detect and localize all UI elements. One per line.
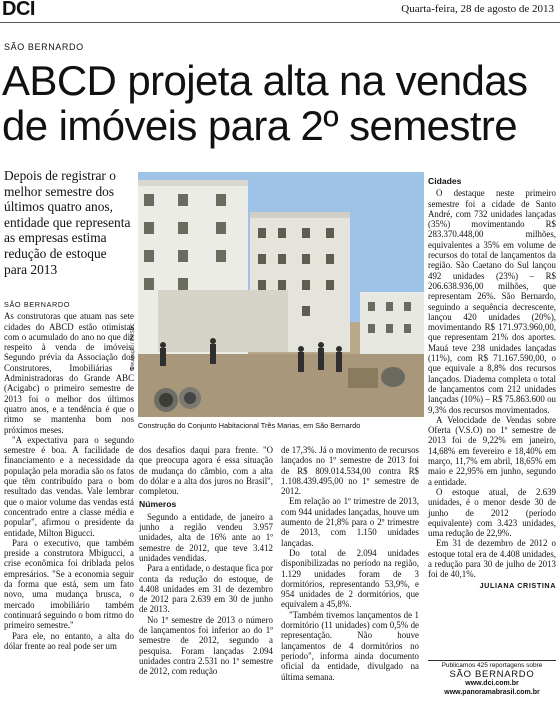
paragraph: de 17,3%. Já o movimento de recursos lançados no 1º semestre de 2013 foi de R$ 809.014.534,00 contra R$ 1.108.439.495,00 no 1º semestre de 2012. xyxy=(281,445,419,497)
dateline: SÃO BERNARDO xyxy=(4,300,70,309)
paragraph: As construtoras que atuam nas sete cidades do ABCD estão otimistas com o acumulado do ano no que diz respeito à venda de imóveis. Segundo prévia da Associação dos Construtores, Imobiliárias e Administradoras do Grande ABC (Acigabc) o primeiro semestre de 2013 foi o melhor dos últimos quatro anos, e a tendência é que o ritmo se mantenha bom nos próximos meses. xyxy=(4,311,134,435)
promo-link-dci[interactable]: www.dci.com.br xyxy=(465,680,519,687)
deck: Depois de registrar o melhor semestre dos últimos quatro anos, entidade que representa as empresas estima redução de estoque para 2013 xyxy=(4,168,131,277)
paragraph: Para ele, no entanto, a alta do dólar frente ao real pode ser um xyxy=(4,630,134,651)
photo-credit: Divulgação / PMSBC xyxy=(130,323,136,370)
paragraph: dos desafios daqui para frente. "O que preocupa agora é essa situação de mudança do câmbio, com a alta do dólar e a alta dos juros no Brasil", completou. xyxy=(139,445,273,497)
paragraph: "Também tivemos lançamentos de 1 dormitório (11 unidades) com 0,5% de representação. Não houve lançamentos de 4 dormitórios no período", informa ainda documento oficial da entidade, divulgado na última semana. xyxy=(281,609,419,682)
paragraph: A Velocidade de Vendas sobre Oferta (V.S.O) no 1º semestre de 2013 foi de 9,22% em janeiro, 14,68% em fevereiro e 18,40% em março, 11,7% em abril, 18,65% em maio e 22,95% em junho, segundo a entidade. xyxy=(428,414,556,487)
paragraph: O destaque neste primeiro semestre foi a cidade de Santo André, com 732 unidades lançadas (35%) movimentando R$ 283.370.448,00 milhões, equivalentes a 35% em volume de recursos do total de lançamentos da região. São Caetano do Sul lançou 492 unidades (23%) – R$ 206.638.936,00 milhões, que representam 26%. São Bernardo, seguindo a sequência decrescente, lançou 420 unidades (20%), movimentando R$ 171.973.960,00, que representam 21% dos aportes. Mauá teve 238 unidades lançadas (11%), com R$ 71.167.590,00, o que equivale a 8,8% dos recursos lançados. Diadema completa o total de lançamentos com 212 unidades lançadas (10%) – R$ 75.863.600 ou 9,3% dos recursos movimentados. xyxy=(428,188,556,415)
author-byline: JULIANA CRISTINA xyxy=(479,580,556,590)
paragraph: Segundo a entidade, de janeiro a junho a região vendeu 3.957 unidades, alta de 16% ante ao 1º semestre de 2012, que teve 3.412 unidades vendidas. xyxy=(139,511,273,563)
section-label: SÃO BERNARDO xyxy=(4,42,84,52)
paragraph: "A expectativa para o segundo semestre é boa. A facilidade de financiamento e a necessidade da população pela moradia são os fatos que têm contribuído para o bom resultado das vendas. Vale lembrar que o maior volume das vendas está concentrado entre a classe média e popular", afirmou o presidente da entidade, Milton Bigucci. xyxy=(4,434,134,538)
paragraph: Do total de 2.094 unidades disponibilizadas no período na região, 1.129 unidades foram de 3 dormitórios, representando 53,9%, e 954 unidades de 2 dormitórios, que equivalem a 45,8%. xyxy=(281,547,419,610)
brand-logo: DCI xyxy=(2,0,35,20)
article-column-4 xyxy=(428,173,556,591)
paragraph: Para o executivo, que também preside a construtora Mbigucci, a crise econômica foi driblada pelos empresários. "Se a economia seguir da forma que está, sem um fato novo, uma mudança brusca, o mercado imobiliário também continuará seguindo o bom ritmo do primeiro semestre." xyxy=(4,537,134,631)
construction-photo xyxy=(138,172,424,417)
issue-date: Quarta-feira, 28 de agosto de 2013 xyxy=(401,3,554,15)
promo-link-panorama[interactable]: www.panoramabrasil.com.br xyxy=(444,688,540,696)
article-column-2 xyxy=(139,445,273,677)
article-column-1 xyxy=(4,300,134,651)
photo-illustration xyxy=(138,172,424,417)
subheading: Cidades xyxy=(428,176,462,186)
promo-topic: SÃO BERNARDO xyxy=(449,669,535,680)
subheading: Números xyxy=(139,499,177,510)
paragraph: Para a entidade, o destaque fica por conta da redução do estoque, de 4.408 unidades em 31 de dezembro de 2012 para 2.639 em 30 de junho de 2013. xyxy=(139,563,273,615)
masthead xyxy=(0,0,560,22)
article-column-3 xyxy=(281,445,419,682)
paragraph: No 1º semestre de 2013 o número de lançamentos foi inferior ao do 1º semestre de 2012, segundo a pesquisa. Foram lançadas 2.094 unidades contra 2.531 no 1º semestre de 2012, com redução xyxy=(139,614,273,677)
paragraph: O estoque atual, de 2.639 unidades, é o menor desde 30 de junho de 2012 (período equivalente) com 3.423 unidades, uma redução de 22,9%. xyxy=(428,486,556,539)
masthead-divider xyxy=(0,22,560,23)
headline: ABCD projeta alta na vendas de imóveis para 2º semestre xyxy=(2,57,528,149)
paragraph: Em relação ao 1º trimestre de 2013, com 944 unidades lançadas, houve um aumento de 21,8% para o 2º trimestre de 2013, com 1.150 unidades lançadas. xyxy=(281,496,419,548)
paragraph: Em 31 de dezembro de 2012 o estoque total era de 4.408 unidades, a redução para 30 de julho de 2013 foi de 40,1%. xyxy=(428,538,556,580)
photo-caption: Construção do Conjunto Habitacional Três Marias, em São Bernardo xyxy=(138,421,361,430)
promo-count-line: Publicamos 425 reportagens sobre xyxy=(441,662,543,669)
promo-box xyxy=(428,660,556,697)
